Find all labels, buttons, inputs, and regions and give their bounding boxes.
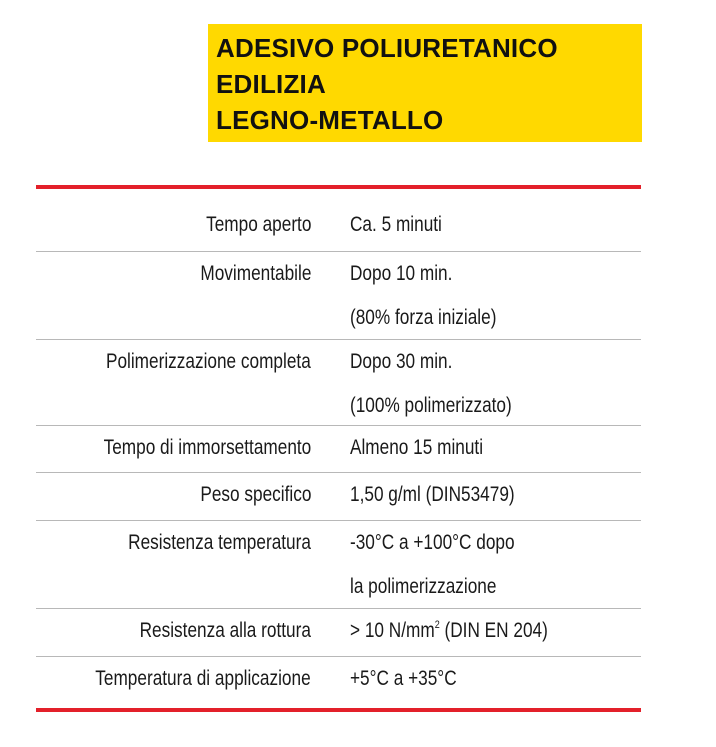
- row-value-text: > 10 N/mm: [350, 619, 435, 642]
- row-value-line: -30°C a +100°C dopo: [350, 531, 515, 554]
- title-line-1: ADESIVO POLIURETANICO: [216, 33, 558, 63]
- row-label: Tempo aperto: [205, 213, 311, 236]
- row-label: Tempo di immorsettamento: [103, 436, 311, 459]
- row-value-line: [350, 609, 548, 653]
- table-row-temperatura-applicazione: [36, 657, 641, 708]
- row-value-line: Dopo 30 min.: [350, 350, 453, 373]
- row-label: Polimerizzazione completa: [106, 350, 311, 373]
- row-value-line: +5°C a +35°C: [350, 667, 457, 690]
- row-value-line: (100% polimerizzato): [350, 394, 512, 417]
- row-value-text: (DIN EN 204): [439, 619, 548, 642]
- row-label: Temperatura di applicazione: [95, 667, 311, 690]
- superscript-exponent: 2: [434, 619, 440, 631]
- table-bottom-rule: [36, 708, 641, 712]
- row-value: [350, 203, 442, 247]
- table-row-tempo-aperto: [36, 189, 641, 252]
- title-line-3: LEGNO-METALLO: [216, 105, 444, 135]
- row-label: Movimentabile: [199, 262, 311, 285]
- row-label: Peso specifico: [199, 483, 311, 506]
- row-value-line: Almeno 15 minuti: [350, 436, 484, 459]
- table-row-peso-specifico: [36, 473, 641, 521]
- table-row-resistenza-rottura: [36, 609, 641, 657]
- table-row-immorsettamento: [36, 426, 641, 473]
- row-value: [350, 252, 496, 340]
- row-label: Resistenza temperatura: [128, 531, 311, 554]
- row-value: [350, 609, 548, 653]
- row-value-line: Ca. 5 minuti: [350, 213, 442, 236]
- title-line-2: EDILIZIA: [216, 69, 326, 99]
- product-title-banner: [208, 24, 642, 142]
- row-value: [350, 657, 457, 701]
- row-value: [350, 473, 515, 517]
- row-value: [350, 426, 483, 470]
- row-value-line: 1,50 g/ml (DIN53479): [350, 483, 515, 506]
- table-row-movimentabile: [36, 252, 641, 340]
- row-label: Resistenza alla rottura: [139, 619, 311, 642]
- row-value-line: (80% forza iniziale): [350, 306, 497, 329]
- row-value: [350, 340, 512, 428]
- row-value-line: la polimerizzazione: [350, 575, 497, 598]
- row-value-line: Dopo 10 min.: [350, 262, 453, 285]
- row-value: [350, 521, 515, 609]
- table-row-resistenza-temperatura: [36, 521, 641, 609]
- table-row-polimerizzazione: [36, 340, 641, 426]
